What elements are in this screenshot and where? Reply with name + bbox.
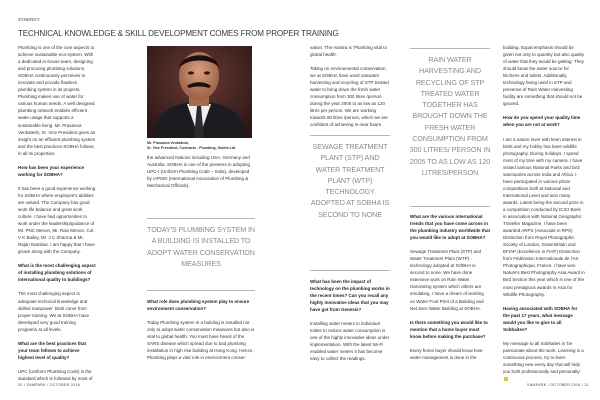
pull-quote-stp: SEWAGE TREATMENT PLANT (STP) AND WATER TREATMENT PLANT (WTP) TECHNOLOGY ADOPTED AT SOBHA IS SECOND TO NONE bbox=[310, 142, 390, 219]
conservation-paragraph: Taking on environmental conservation, we at SOBHA have used rainwater harvesting and recycling of STP treated water to bring down the fresh water consumption from 300 litres /person during the year 2005 to as low as 120 litres per person. We are working towards 90 litres /person, which we are confident of achieving in near future. bbox=[310, 66, 389, 128]
right-column-4-qa bbox=[310, 278, 390, 370]
pull-quote-rule-top bbox=[147, 218, 255, 219]
question-2: What is the most challenging aspect of installing plumbing solutions of international quality to buildings? bbox=[18, 263, 96, 283]
left-column-2-3 bbox=[147, 154, 255, 196]
section-label: SYNERGY bbox=[18, 17, 40, 22]
left-column-2-3-qa bbox=[147, 298, 255, 368]
caption-name: Mr. Prasanna Venkatesh, bbox=[147, 141, 190, 145]
pull-quote-rainwater: RAIN WATER HARVESTING AND RECYCLING OF STP TREATED WATER TOGETHER HAS BROUGHT DOWN THE FRESH WATER CONSUMPTION FROM 300 LITRES/ PERSON IN 2005 TO AS LOW AS 120 LITRES/PERSON bbox=[409, 55, 491, 177]
pull-quote-rule-bottom bbox=[310, 270, 390, 271]
pull-quote-rule-top bbox=[310, 135, 390, 136]
answer-9-text: My message to all Sobhaites is 'be passionate about the work. Learning is a continuous process, try to learn something new every day that will help you both professionally and personally'. bbox=[503, 340, 584, 374]
pull-quote-rule-bottom bbox=[410, 206, 490, 207]
end-mark-icon bbox=[504, 377, 508, 381]
question-6: What are the various international trends that you have come across in the plumbing industry worldwide that you would like to adopt at SOBHA? bbox=[410, 214, 490, 241]
intro-paragraph: Plumbing is one of the core aspects to achieve sustainable eco-system. With a dedicated in-house team, designing and procuring plumbing solutions, SOBHA continuously perceives to innovate and provide flawless plumbing system in its projects. Plumbing makes use of water for various human needs. A well designed plumbing network enables efficient water usage that supports a sustainable living. Mr. Prasanna Venkatesh, Sr. Vice President gives an insight on an efficient plumbing system and the best practices SOBHA follows in all its properties. bbox=[18, 45, 96, 156]
article-headline: TECHNICAL KNOWLEDGE & SKILL DEVELOPMENT COMES FROM PROPER TRAINING bbox=[18, 29, 339, 38]
question-8: How do you spend your quality time when you are not at work? bbox=[503, 115, 581, 128]
right-column-4 bbox=[310, 44, 390, 136]
left-page-folio: 20 / SAMPARK / OCTOBER 2016 bbox=[18, 383, 81, 387]
continuation-paragraph: vation. The mantra is 'Plumbing vital to global health'. bbox=[310, 45, 388, 58]
answer-3: UPC (Uniform Plumbing Code) is the standard which is followed by most of bbox=[18, 368, 93, 381]
right-column-6 bbox=[503, 44, 585, 389]
answer-2: The most challenging aspect is adequate technical knowledge and skilled manpower. Both come from proper training. We at SOBHA have developed very good training programs at all levels. bbox=[18, 291, 89, 332]
question-1: How has been your experience working for SOBHA? bbox=[18, 164, 85, 177]
question-5: What has been the impact of technology on the plumbing works in the recent times? Can you recall any highly innovative ideas that you may have got from Genesis? bbox=[310, 279, 390, 313]
answer-7: Every home buyer should know how water management is done in the bbox=[410, 347, 483, 360]
pull-quote-rule-bottom bbox=[147, 290, 255, 291]
portrait-image-icon bbox=[147, 46, 252, 138]
pull-quote-rule-top bbox=[410, 48, 490, 49]
right-column-5-qa bbox=[410, 213, 490, 368]
caption-title: Sr. Vice President, Contracts - Plumbing, Sobha Ltd. bbox=[147, 146, 237, 150]
answer-8: I am a nature lover with keen interest in birds and my hobby has been wildlife photography. During holidays, I spend most of my time with my camera. I have visited various National Parks and bird sanctuaries across India and Africa. I have participated in various photo competitions both at National and International Level and won many awards. Latest being the second prize in a competition conducted by ICICI Bank in association with National Geographic Traveller Magazine. I have been awarded ARPS (Associate in RPS) Distinction from Royal Photographic Society of London, Great Britain and EFIAP (Excellence in FIAP) Distinction from Fédération Internationale de l'Art Photographique, France. I have won Nature's Best Photography Asia Award in Bird Section this year which is one of the most prestigious awards in Asia for Wildlife Photography. bbox=[503, 136, 585, 297]
answer-4: Today Plumbing system in a building is installed not only to adopt water conservation measures but also is vital to global health. You must have heard of the SARS disease which spread due to bad plumbing installation in high rise building at Hong Kong. Hence, Plumbing plays a vital role in environment conser- bbox=[147, 320, 255, 361]
pull-quote-plumbing: TODAY'S PLUMBING SYSTEM IN A BUILDING IS INSTALLED TO ADOPT WATER CONSERVATION MEASURES bbox=[147, 225, 255, 268]
question-7: Is there something you would like to mention that a home buyer must know before making the purchase? bbox=[410, 319, 488, 339]
upc-paragraph: the advanced Nations including USA, Germany and Australia. SOBHA is one of the pioneers in adopting UPC-I (Uniform Plumbing Code – India), developed by IAPMO (International Association of Plumbing & Mechanical Officials). bbox=[147, 155, 251, 189]
portrait-photo bbox=[147, 46, 252, 138]
question-4: What role does plumbing system play to ensure environment conservation? bbox=[147, 299, 250, 312]
answer-6: Sewage Treatment Plant (STP) and Water Treatment Plant (WTP) technology adopted at SOBHA is second to none. We have done extensive work on Rain Water Harvesting system which others are emulating. I have a dream of working on Water Foot Print of a Building and Net Zero Water Building at SOBHA. bbox=[410, 249, 484, 311]
answer-9 bbox=[503, 340, 585, 382]
right-page-folio: SAMPARK / OCTOBER 2016 / 21 bbox=[527, 383, 590, 387]
continuation-paragraph-2: building. Equal emphasis should be given not only to quantity but also quality of water that they would be getting. They should know the water source for kitchens and toilets. Additionally, technology being used in STP and presence of Rain Water Harvesting facility are something that should not be ignored. bbox=[503, 45, 585, 107]
question-3: What are the best practices that your team follows to achieve highest level of quality? bbox=[18, 340, 87, 360]
photo-caption bbox=[147, 141, 257, 151]
answer-1: It has been a good experience working for SOBHA where employee's abilities are valued. The Company has good work life balance and great work culture. I have had opportunities to work under the leadership/guidance of Mr. PNC Menon, Mr. Ravi Menon, Col. V K Bailey, Mr. J C Sharma & Mr. Rajan Nambiar. I am happy that I have grown along with the Company. bbox=[18, 185, 96, 255]
left-column-1 bbox=[18, 44, 96, 389]
answer-5: Installing water meters in individual toilets to reduce water consumption is one of the highly innovative ideas under implementation. With the latest Wi-Fi enabled water meters it has become easy to collect the readings. bbox=[310, 321, 390, 362]
question-9: Having associated with SOBHA for the past 17 years, what message would you like to give to all Sobhaites? bbox=[503, 305, 578, 332]
